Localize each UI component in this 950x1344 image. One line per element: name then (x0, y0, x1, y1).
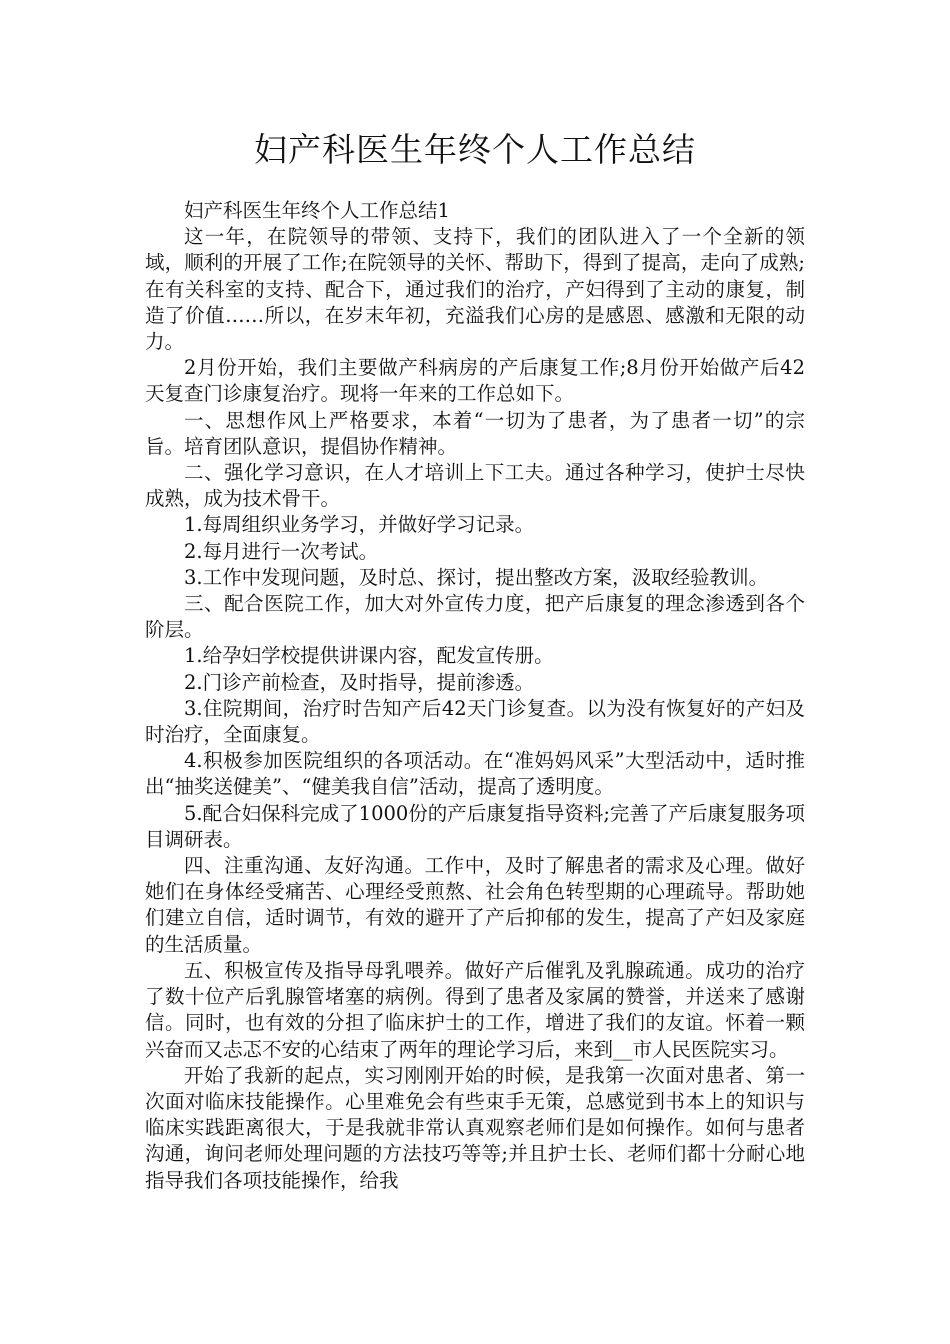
list-item: 3.住院期间，治疗时告知产后42天门诊复查。以为没有恢复好的产妇及时治疗，全面康复。 (145, 696, 805, 747)
list-item: 1.给孕妇学校提供讲课内容，配发宣传册。 (184, 644, 554, 668)
paragraph: 三、配合医院工作，加大对外宣传力度，把产后康复的理念渗透到各个阶层。 (145, 592, 805, 642)
paragraph: 五、积极宣传及指导母乳喂养。做好产后催乳及乳腺疏通。成功的治疗了数十位产后乳腺管堵塞的病例。得到了患者及家属的赞誉，并送来了感谢信。同时，也有效的分担了临床护士的工作，增进了我们的友谊。怀着一颗兴奋而又忐忑不安的心结束了两年的理论学习后，来到__市人民医院实习。 (145, 958, 805, 1061)
list-item: 3.工作中发现问题，及时总、探讨，提出整改方案，汲取经验教训。 (184, 565, 769, 589)
paragraph: 开始了我新的起点，实习刚刚开始的时候，是我第一次面对患者、第一次面对临床技能操作。心里难免会有些束手无策，总感觉到书本上的知识与临床实践距离很大，于是我就非常认真观察老师们是如何操作。如何与患者沟通，询问老师处理问题的方法技巧等等;并且护士长、老师们都十分耐心地指导我们各项技能操作，给我 (145, 1063, 805, 1192)
list-item: 1.每周组织业务学习，并做好学习记录。 (184, 513, 535, 537)
list-item: 4.积极参加医院组织的各项活动。在“准妈妈风采”大型活动中，适时推出“抽奖送健美”、“健美我自信”活动，提高了透明度。 (145, 749, 805, 799)
paragraph: 四、注重沟通、友好沟通。工作中，及时了解患者的需求及心理。做好她们在身体经受痛苦、心理经受煎熬、社会角色转型期的心理疏导。帮助她们建立自信，适时调节，有效的避开了产后抑郁的发生，提高了产妇及家庭的生活质量。 (145, 854, 805, 956)
document-body (145, 198, 805, 1194)
list-item: 2.门诊产前检查，及时指导，提前渗透。 (184, 670, 535, 694)
list-item: 2.每月进行一次考试。 (184, 539, 379, 563)
list-item: 5.配合妇保科完成了1000份的产后康复指导资料;完善了产后康复服务项目调研表。 (145, 801, 805, 851)
section-heading: 妇产科医生年终个人工作总结1 (184, 199, 450, 222)
document-title: 妇产科医生年终个人工作总结 (254, 130, 696, 169)
paragraph: 这一年，在院领导的带领、支持下，我们的团队进入了一个全新的领域，顺利的开展了工作;在院领导的关怀、帮助下，得到了提高，走向了成熟;在有关科室的支持、配合下，通过我们的治疗，产妇得到了主动的康复，制造了价值……所以，在岁末年初，充溢我们心房的是感恩、感激和无限的动力。 (145, 225, 805, 354)
paragraph: 一、思想作风上严格要求，本着“一切为了患者，为了患者一切”的宗旨。培育团队意识，提倡协作精神。 (145, 408, 805, 458)
paragraph: 二、强化学习意识，在人才培训上下工夫。通过各种学习，使护士尽快成熟，成为技术骨干。 (145, 461, 805, 511)
paragraph: 2月份开始，我们主要做产科病房的产后康复工作;8月份开始做产后42天复查门诊康复治疗。现将一年来的工作总如下。 (145, 356, 805, 406)
